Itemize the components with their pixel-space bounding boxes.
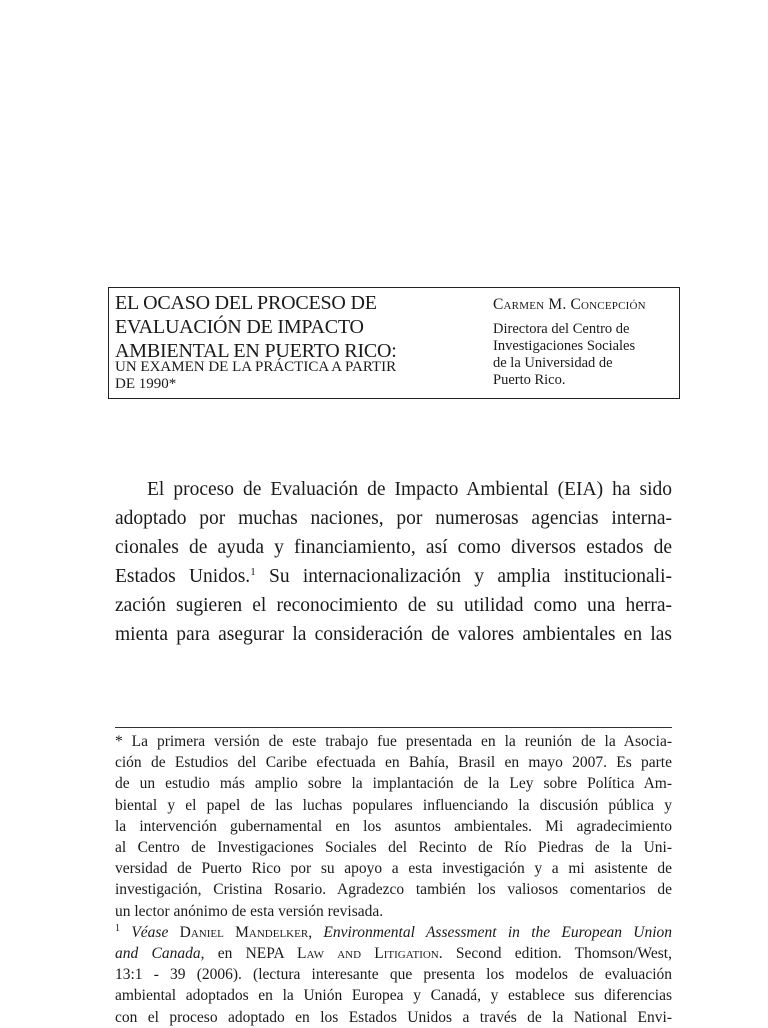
footnotes <box>115 731 672 1028</box>
author-name: Carmen M. Concepción <box>493 296 646 313</box>
cited-title: Environmental Assessment in the European Union <box>323 923 673 941</box>
body-line: zación sugieren el reconocimiento de su utilidad como una herra- <box>115 595 672 616</box>
cited-author: Daniel Mandelker <box>179 923 309 941</box>
footnote-text-segment: . Second edition. Thomson/West, <box>438 945 672 963</box>
affiliation-line: Puerto Rico. <box>493 372 566 388</box>
footnote-1-line: ambiental adoptados en la Unión Europea y Canadá, y establece sus diferencias <box>115 987 672 1005</box>
footnote-line: un lector anónimo de esta versión revisada. <box>115 902 384 920</box>
footnote-1-line <box>115 943 672 964</box>
footnote-line: * La primera versión de este trabajo fue presentada en la reunión de la Asocia- <box>115 733 672 750</box>
footnote-reference: 1 <box>250 566 256 578</box>
affiliation-line: de la Universidad de <box>493 355 613 371</box>
cited-title: and Canada <box>115 945 201 963</box>
subtitle-line: UN EXAMEN DE LA PRÁCTICA A PARTIR <box>115 359 397 375</box>
footnote-line: ción de Estudios del Caribe efectuada en Bahía, Brasil en mayo 2007. Es parte <box>115 754 672 772</box>
author-block <box>493 296 673 389</box>
footnote-divider <box>115 727 672 728</box>
body-line: El proceso de Evaluación de Impacto Ambiental (EIA) ha sido <box>147 479 672 500</box>
title-line: EL OCASO DEL PROCESO DE <box>115 292 377 314</box>
footnote-1-line <box>115 922 672 943</box>
footnote-text-segment: , <box>308 923 324 941</box>
article-title <box>115 291 475 363</box>
footnote-line: la intervención gubernamental en los asuntos ambientales. Mi agradecimiento <box>115 817 672 835</box>
footnote-text-segment: , en NEPA <box>200 945 298 963</box>
footnote-line: versidad de Puerto Rico por su apoyo a esta investigación y a mi asistente de <box>115 860 672 878</box>
body-line: cionales de ayuda y financiamiento, así como diversos estados de <box>115 537 672 558</box>
cited-series: Law and Litigation <box>297 945 439 963</box>
footnote-number: 1 <box>115 922 120 934</box>
subtitle-line: DE 1990* <box>115 376 177 392</box>
footnote-vease: Véase <box>131 923 169 941</box>
body-line: adoptado por muchas naciones, por numerosas agencias interna- <box>115 508 672 529</box>
article-subtitle <box>115 359 475 393</box>
affiliation-line: Directora del Centro de <box>493 321 630 337</box>
title-line: AMBIENTAL EN PUERTO RICO: <box>115 340 397 362</box>
body-paragraph <box>115 475 672 649</box>
body-line <box>115 562 672 591</box>
footnote-line: biental y el papel de las luchas populares influenciando la discusión pública y <box>115 796 672 814</box>
affiliation-line: Investigaciones Sociales <box>493 338 636 354</box>
body-line: mienta para asegurar la consideración de valores ambientales en las <box>115 624 672 645</box>
body-text-segment: Su internacionalización y amplia institucionali- <box>255 566 673 587</box>
title-box <box>108 287 680 399</box>
title-line: EVALUACIÓN DE IMPACTO <box>115 316 364 338</box>
footnote-line: al Centro de Investigaciones Sociales del Recinto de Río Piedras de la Uni- <box>115 839 672 857</box>
body-text-segment: Estados Unidos. <box>115 566 251 587</box>
footnote-line: de un estudio más amplio sobre la implantación de la Ley sobre Política Am- <box>115 775 672 793</box>
footnote-1-line: con el proceso adoptado en los Estados Unidos a través de la National Envi- <box>115 1008 672 1026</box>
footnote-line: investigación, Cristina Rosario. Agradezco también los valiosos comentarios de <box>115 881 672 899</box>
footnote-1-line: 13:1 - 39 (2006). (lectura interesante que presenta los modelos de evaluación <box>115 966 672 984</box>
author-affiliation <box>493 321 673 389</box>
